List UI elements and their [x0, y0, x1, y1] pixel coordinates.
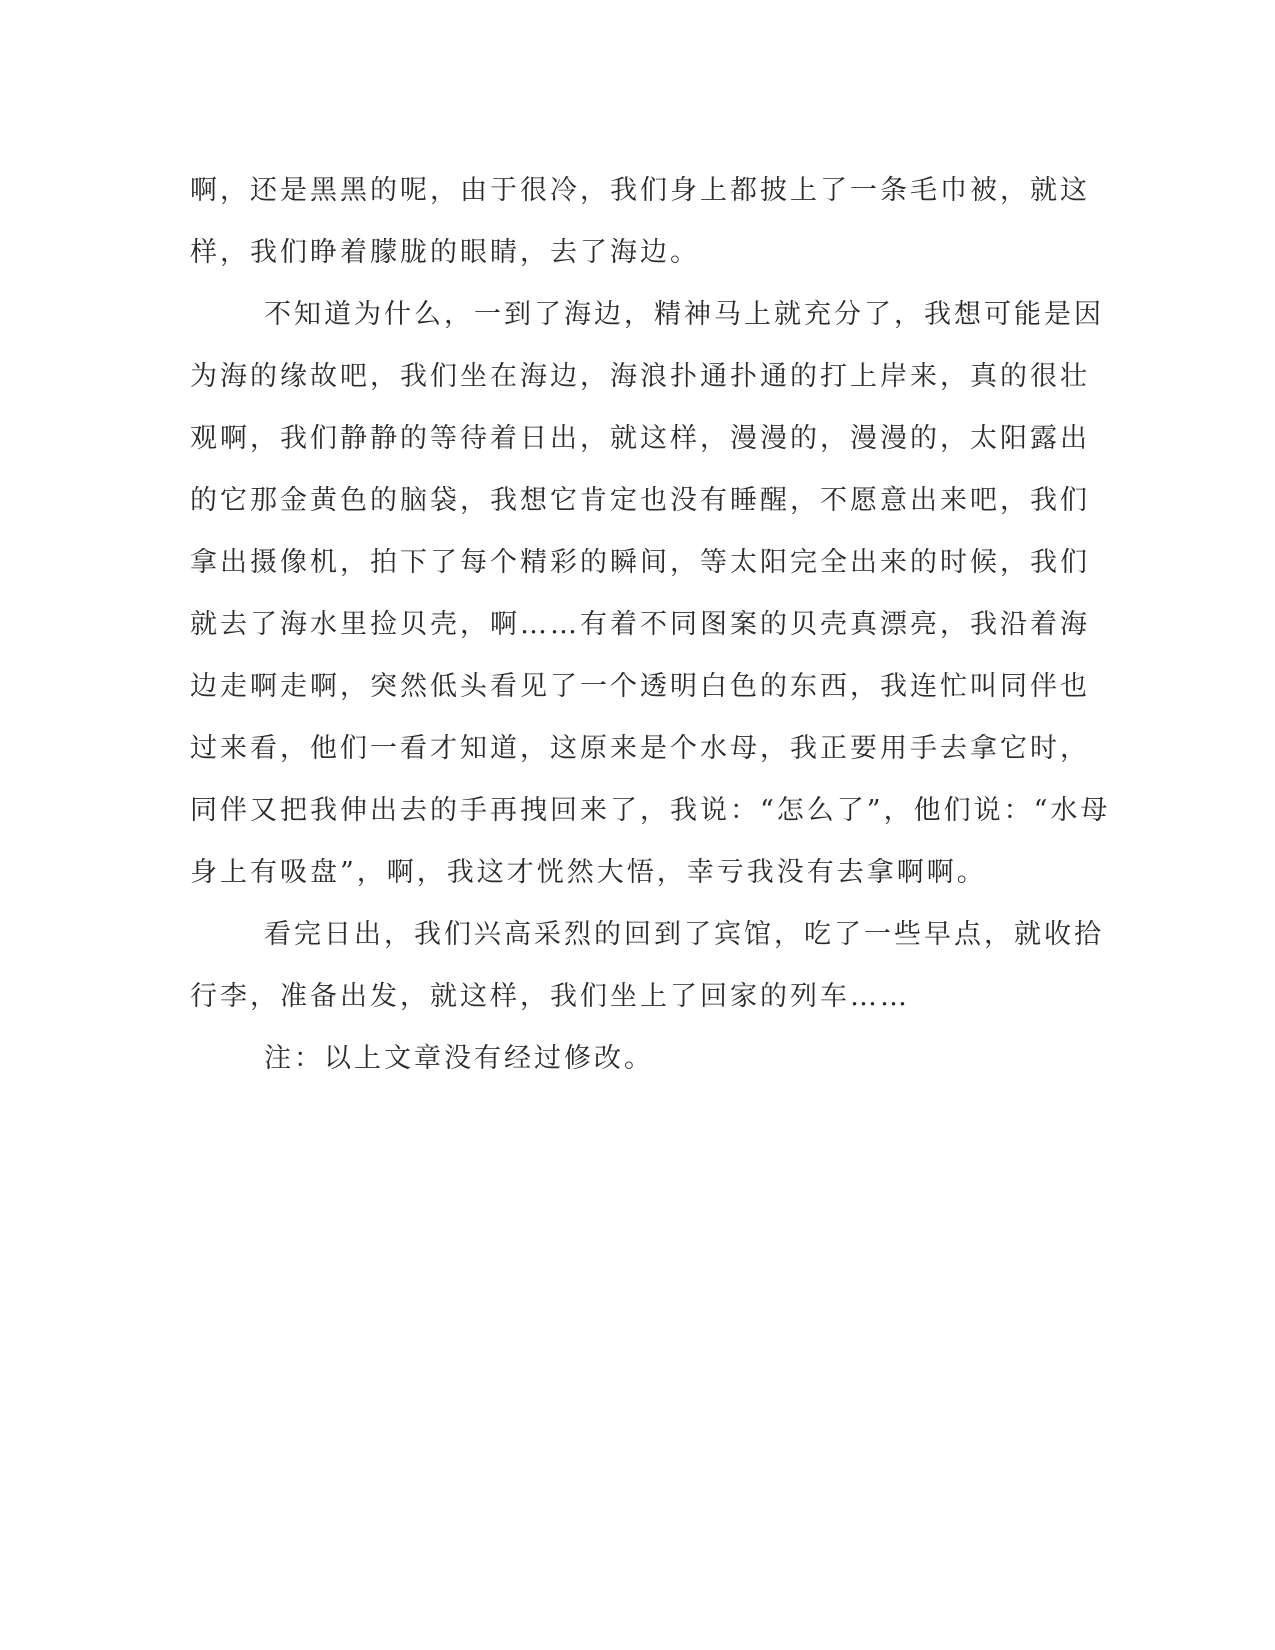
paragraph-start-line: 不知道为什么，一到了海边，精神马上就充分了，我想可能是因: [264, 299, 1104, 330]
article-body: [190, 160, 1111, 1090]
text-line: 拿出摄像机，拍下了每个精彩的瞬间，等太阳完全出来的时候，我们: [190, 547, 1090, 578]
text-line: 观啊，我们静静的等待着日出，就这样，漫漫的，漫漫的，太阳露出: [190, 423, 1090, 454]
text-line: 行李，准备出发，就这样，我们坐上了回家的列车……: [190, 981, 910, 1012]
text-line: 的它那金黄色的脑袋，我想它肯定也没有睡醒，不愿意出来吧，我们: [190, 485, 1090, 516]
text-line: 就去了海水里捡贝壳，啊……有着不同图案的贝壳真漂亮，我沿着海: [190, 609, 1090, 640]
note-line: 注：以上文章没有经过修改。: [264, 1043, 654, 1074]
text-line: 边走啊走啊，突然低头看见了一个透明白色的东西，我连忙叫同伴也: [190, 671, 1090, 702]
text-line: 身上有吸盘”，啊，我这才恍然大悟，幸亏我没有去拿啊啊。: [190, 857, 987, 888]
text-line: 过来看，他们一看才知道，这原来是个水母，我正要用手去拿它时，: [190, 733, 1090, 764]
text-line: 为海的缘故吧，我们坐在海边，海浪扑通扑通的打上岸来，真的很壮: [190, 361, 1090, 392]
text-line: 样，我们睁着朦胧的眼睛，去了海边。: [190, 237, 700, 268]
text-line: 同伴又把我伸出去的手再拽回来了，我说：“怎么了”，他们说：“水母: [190, 795, 1111, 826]
paragraph-start-line: 看完日出，我们兴高采烈的回到了宾馆，吃了一些早点，就收拾: [264, 919, 1104, 950]
text-line: 啊，还是黑黑的呢，由于很冷，我们身上都披上了一条毛巾被，就这: [190, 175, 1090, 206]
